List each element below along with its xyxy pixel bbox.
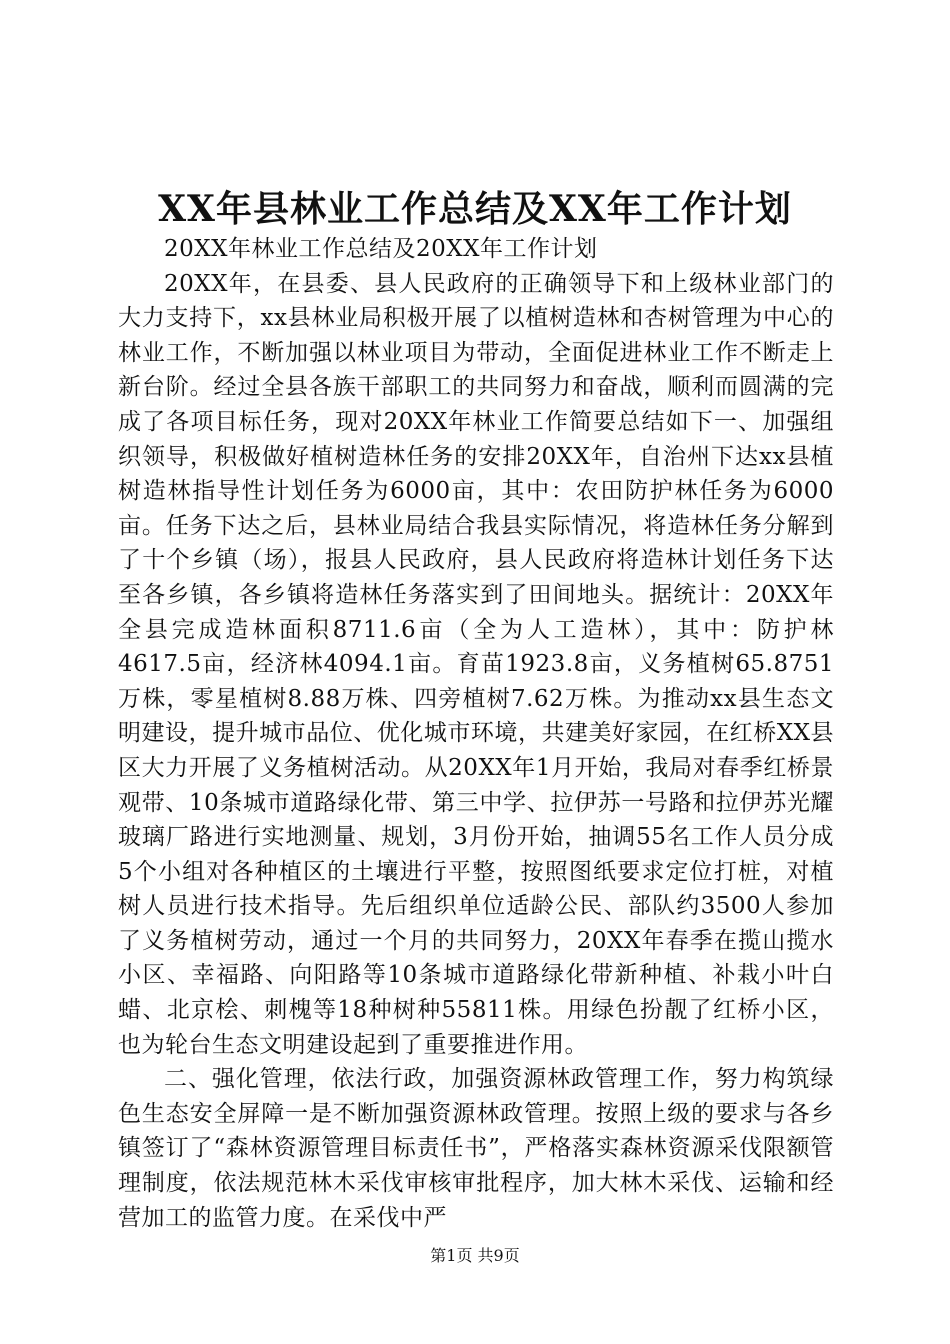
document-title: XX年县林业工作总结及XX年工作计划 xyxy=(158,188,792,230)
document-body xyxy=(118,232,834,1235)
page-number-footer: 第1页 共9页 xyxy=(430,1246,520,1265)
paragraph-summary: 20XX年，在县委、县人民政府的正确领导下和上级林业部门的大力支持下，xx县林业局积极开展了以植树造林和杏树管理为中心的林业工作，不断加强以林业项目为带动，全面促进林业工作不断走上新台阶。经过全县各族干部职工的共同努力和奋战，顺利而圆满的完成了各项目标任务，现对20XX年林业工作简要总结如下一、加强组织领导，积极做好植树造林任务的安排20XX年，自治州下达xx县植树造林指导性计划任务为6000亩，其中：农田防护林任务为6000亩。任务下达之后，县林业局结合我县实际情况，将造林任务分解到了十个乡镇（场），报县人民政府，县人民政府将造林计划任务下达至各乡镇，各乡镇将造林任务落实到了田间地头。据统计：20XX年全县完成造林面积8711.6亩（全为人工造林），其中：防护林4617.5亩，经济林4094.1亩。育苗1923.8亩，义务植树65.8751万株，零星植树8.88万株、四旁植树7.62万株。为推动xx县生态文明建设，提升城市品位、优化城市环境，共建美好家园，在红桥XX县区大力开展了义务植树活动。从20XX年1月开始，我局对春季红桥景观带、10条城市道路绿化带、第三中学、拉伊苏一号路和拉伊苏光耀玻璃厂路进行实地测量、规划，3月份开始，抽调55名工作人员分成5个小组对各种植区的土壤进行平整，按照图纸要求定位打桩，对植树人员进行技术指导。先后组织单位适龄公民、部队约3500人参加了义务植树劳动，通过一个月的共同努力，20XX年春季在揽山揽水小区、幸福路、向阳路等10条城市道路绿化带新种植、补栽小叶白蜡、北京桧、刺槐等18种树种55811株。用绿色扮靓了红桥小区，也为轮台生态文明建设起到了重要推进作用。 xyxy=(118,270,834,1058)
paragraph-section-two: 二、强化管理，依法行政，加强资源林政管理工作，努力构筑绿色生态安全屏障一是不断加强资源林政管理。按照上级的要求与各乡镇签订了“森林资源管理目标责任书”，严格落实森林资源采伐限额管理制度，依法规范林木采伐审核审批程序，加大林木采伐、运输和经营加工的监管力度。在采伐中严 xyxy=(118,1066,834,1231)
paragraph-subtitle: 20XX年林业工作总结及20XX年工作计划 xyxy=(164,236,598,262)
